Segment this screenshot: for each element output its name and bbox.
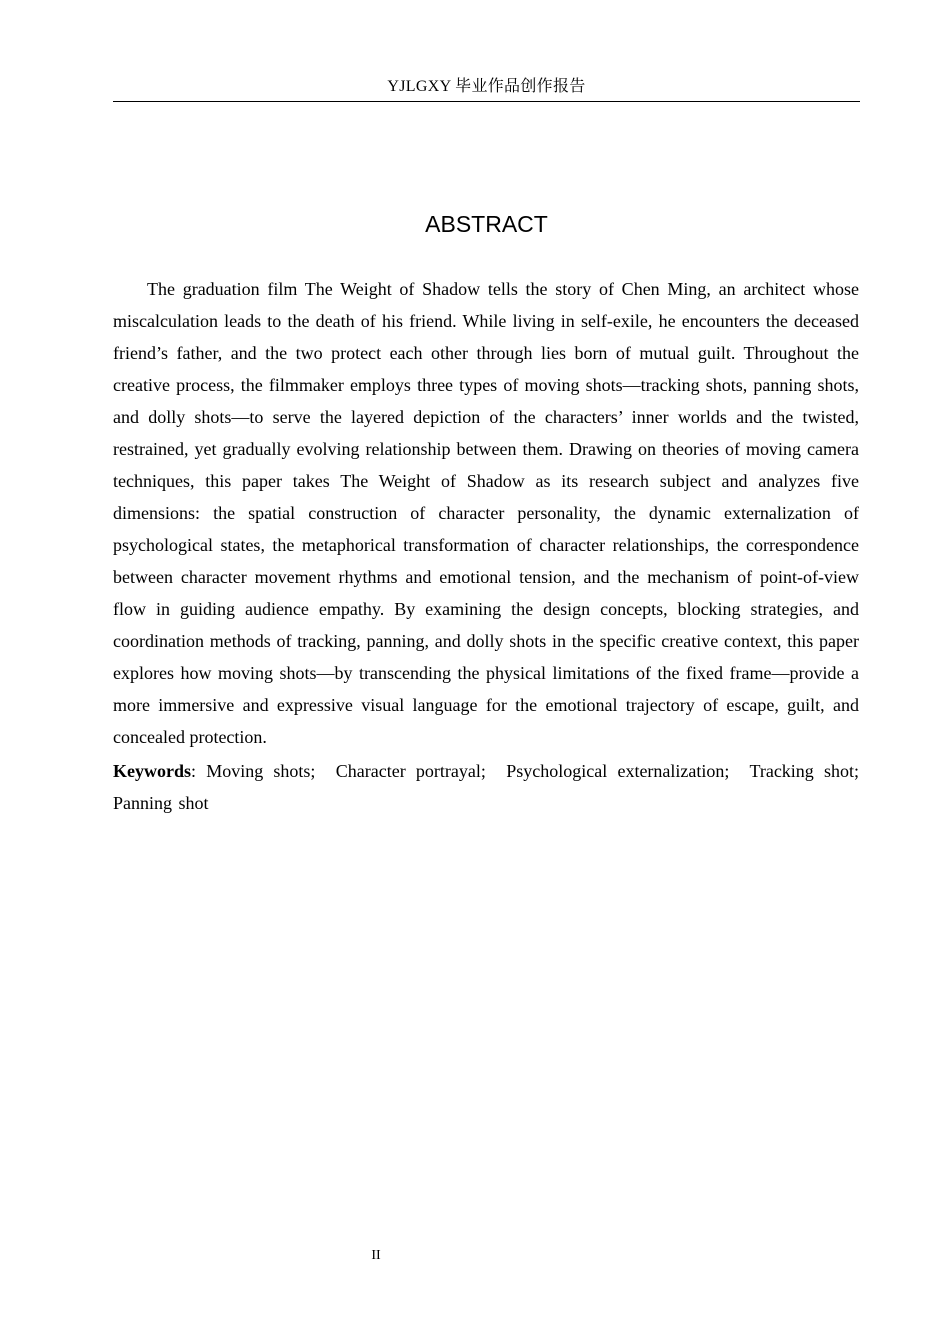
keyword-item: Psychological externalization; [506, 761, 730, 781]
keyword-item: Tracking shot; [749, 761, 859, 781]
abstract-body: The graduation film The Weight of Shadow tells the story of Chen Ming, an architect whose miscalculation leads to the death of his friend. While living in self-exile, he encounters the deceased friend’s father, and the two protect each other through lies born of mutual guilt. Throughout the creative process, the filmmaker employs three types of moving shots—tracking shots, panning shots, and dolly shots—to serve the layered depiction of the characters’ inner worlds and the twisted, restrained, yet gradually evolving relationship between them. Drawing on theories of moving camera techniques, this paper takes The Weight of Shadow as its research subject and analyzes five dimensions: the spatial construction of character personality, the dynamic externalization of psychological states, the metaphorical transformation of character relationships, the correspondence between character movement rhythms and emotional tension, and the mechanism of point-of-view flow in guiding audience empathy. By examining the design concepts, blocking strategies, and coordination methods of tracking, panning, and dolly shots in the specific creative context, this paper explores how moving shots—by transcending the physical limitations of the fixed frame—provide a more immersive and expressive visual language for the emotional trajectory of escape, guilt, and concealed protection. [113, 279, 859, 747]
keyword-item: Moving shots; [206, 761, 316, 781]
keyword-item: Panning shot [113, 793, 209, 813]
keywords-paragraph [113, 755, 859, 819]
page-header [113, 74, 860, 102]
keywords-separator: : [191, 761, 197, 781]
header-title: YJLGXY 毕业作品创作报告 [387, 78, 586, 95]
keywords-label: Keywords [113, 761, 191, 781]
keyword-item: Character portrayal; [335, 761, 486, 781]
abstract-title: ABSTRACT [425, 211, 548, 237]
page-number: II [371, 1248, 381, 1263]
